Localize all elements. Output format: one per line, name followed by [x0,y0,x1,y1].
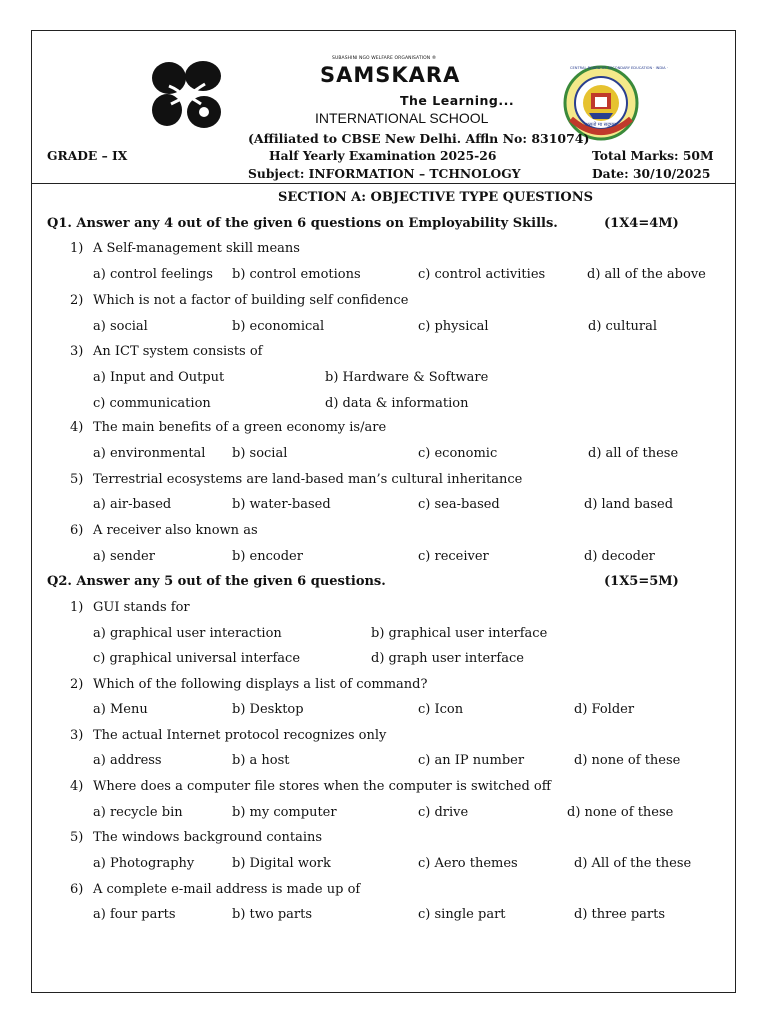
question-number: 4) [70,420,84,435]
question-number: 2) [70,677,84,692]
answer-option: a) environmental [93,446,206,461]
question-text: Terrestrial ecosystems are land-based man’s cultural inheritance [93,472,523,487]
q2-marks: (1X5=5M) [604,574,679,589]
seal-motto: असतो मा सद्गमय [585,122,616,128]
answer-option: a) address [93,753,162,768]
question-text: The windows background contains [93,830,323,845]
question-number: 1) [70,241,84,256]
affiliation: (Affiliated to CBSE New Delhi. Affln No: 831074) [248,131,590,146]
answer-option: d) All of the these [574,856,692,871]
answer-option: c) economic [418,446,498,461]
answer-option: d) none of these [574,753,681,768]
question-text: Which of the following displays a list of command? [93,677,428,692]
answer-option: a) control feelings [93,267,213,282]
question-number: 2) [70,293,84,308]
answer-option: d) land based [584,497,674,512]
answer-option: a) Photography [93,856,195,871]
section-title: SECTION A: OBJECTIVE TYPE QUESTIONS [278,190,594,205]
question-text: The main benefits of a green economy is/are [93,420,387,435]
answer-option: a) air-based [93,497,172,512]
school-subtitle: INTERNATIONAL SCHOOL [315,110,489,126]
seal-text: CENTRAL BOARD OF SECONDARY EDUCATION · INDIA · [570,66,668,70]
exam-title: Half Yearly Examination 2025-26 [269,148,497,163]
question-text: A complete e-mail address is made up of [93,882,361,897]
q2-title: Q2. Answer any 5 out of the given 6 questions. [47,574,386,589]
q1-title: Q1. Answer any 4 out of the given 6 questions on Employability Skills. [47,216,558,231]
answer-option: b) economical [232,319,325,334]
question-number: 1) [70,600,84,615]
answer-option: d) decoder [584,549,655,564]
header-divider [32,183,735,184]
question-text: GUI stands for [93,600,190,615]
school-name: SAMSKARA [320,63,461,87]
question-number: 5) [70,830,84,845]
answer-option: d) three parts [574,907,666,922]
answer-option: b) encoder [232,549,303,564]
answer-option: c) drive [418,805,469,820]
answer-option: a) Input and Output [93,370,225,385]
answer-option: b) two parts [232,907,313,922]
question-number: 5) [70,472,84,487]
question-text: Which is not a factor of building self confidence [93,293,409,308]
question-text: A Self-management skill means [93,241,300,256]
question-number: 3) [70,728,84,743]
total-marks: Total Marks: 50M [592,148,714,163]
question-number: 4) [70,779,84,794]
answer-option: c) sea-based [418,497,500,512]
question-number: 6) [70,523,84,538]
answer-option: a) social [93,319,148,334]
answer-option: b) control emotions [232,267,361,282]
answer-option: d) none of these [567,805,674,820]
grade: GRADE – IX [47,148,128,163]
exam-date: Date: 30/10/2025 [592,166,711,181]
tagline: The Learning... [400,93,515,108]
school-logo-icon [149,60,225,130]
question-number: 6) [70,882,84,897]
answer-option: d) graph user interface [371,651,524,666]
answer-option: a) sender [93,549,155,564]
answer-option: c) control activities [418,267,546,282]
answer-option: d) Folder [574,702,635,717]
answer-option: b) social [232,446,288,461]
q1-marks: (1X4=4M) [604,216,679,231]
answer-option: a) graphical user interaction [93,626,282,641]
answer-option: c) receiver [418,549,489,564]
answer-option: c) an IP number [418,753,525,768]
answer-option: b) a host [232,753,290,768]
answer-option: c) physical [418,319,489,334]
answer-option: a) recycle bin [93,805,183,820]
answer-option: c) single part [418,907,506,922]
org-line: SUBASHINI NGO WELFARE ORGANISATION ® [332,56,437,61]
answer-option: b) graphical user interface [371,626,548,641]
answer-option: b) Hardware & Software [325,370,489,385]
answer-option: c) graphical universal interface [93,651,301,666]
answer-option: a) four parts [93,907,176,922]
answer-option: c) Icon [418,702,464,717]
question-text: An ICT system consists of [93,344,263,359]
answer-option: d) all of the above [587,267,706,282]
question-number: 3) [70,344,84,359]
question-text: The actual Internet protocol recognizes only [93,728,387,743]
answer-option: b) water-based [232,497,331,512]
answer-option: d) data & information [325,396,469,411]
answer-option: a) Menu [93,702,148,717]
question-text: Where does a computer file stores when the computer is switched off [93,779,551,794]
subject: Subject: INFORMATION – TCHNOLOGY [248,166,521,181]
answer-option: d) cultural [588,319,658,334]
answer-option: c) Aero themes [418,856,518,871]
answer-option: c) communication [93,396,211,411]
answer-option: d) all of these [588,446,679,461]
question-text: A receiver also known as [93,523,258,538]
answer-option: b) my computer [232,805,337,820]
answer-option: b) Desktop [232,702,304,717]
answer-option: b) Digital work [232,856,331,871]
